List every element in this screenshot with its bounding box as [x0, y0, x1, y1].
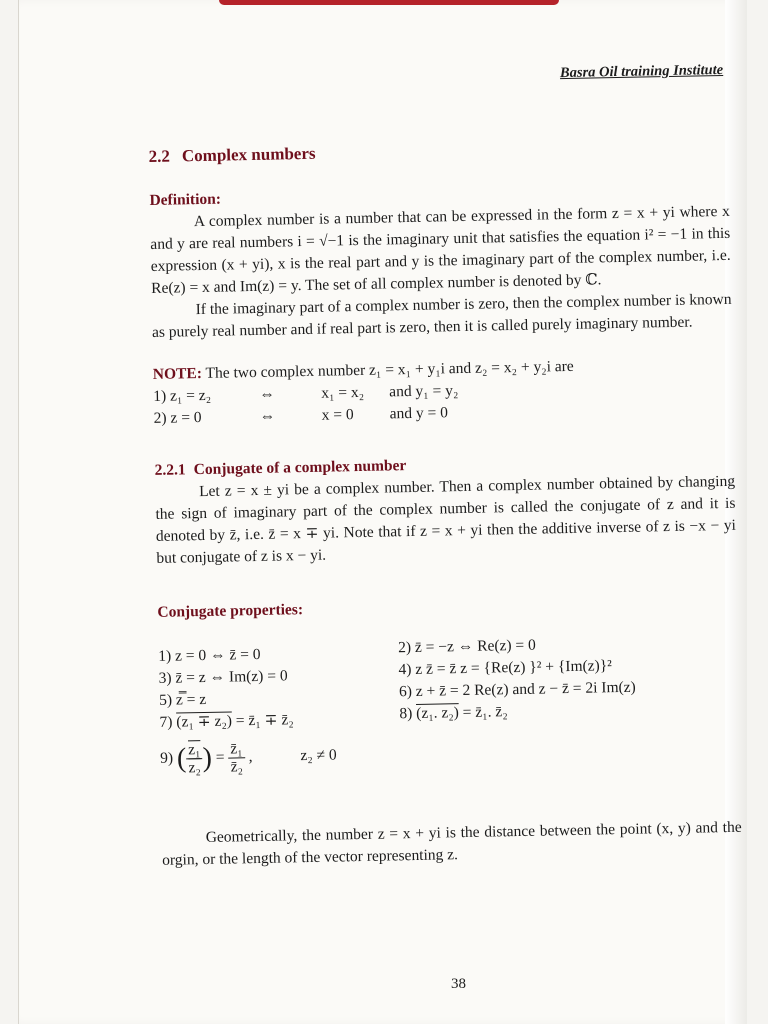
geometric-paragraph: Geometrically, the number z = x + yi is the distance between the point (x, y) and the orgin, or the length of the vector representing z.: [162, 818, 742, 869]
note-row-1-y: and y₁ = y₂: [389, 382, 459, 401]
note-block: [153, 353, 734, 430]
subsection-number: 2.2.1: [154, 461, 186, 479]
property-8-lhs: (z₁. z₂): [416, 704, 459, 722]
property-9-rhs-fraction: [228, 740, 245, 775]
definition-paragraph: A complex number is a number that can be expressed in the form z = x + yi where x and y are real numbers i = √−1 is the imaginary unit that satisfies the equation i² = −1 in this expression (x + yi), x is the real part and y is the imaginary part of the complex number, i.e. Re(z) = x and Im(z) = y. The set of all complex number is denoted by ℂ.: [150, 202, 731, 297]
page-number: 38: [451, 976, 466, 992]
note-label: NOTE:: [152, 365, 203, 383]
property-9-equals: =: [215, 748, 229, 766]
property-9-lhs-numerator: z₁: [186, 741, 203, 759]
property-5: 5) z̿ = z: [158, 690, 207, 709]
note-row-2-y: and y = 0: [389, 404, 449, 423]
note-row-2-lhs: 2) z = 0: [153, 409, 202, 427]
top-color-band: [219, 0, 559, 5]
section-title-text: Complex numbers: [181, 143, 316, 166]
property-6: 6) z + z̄ = 2 Re(z) and z − z̄ = 2i Im(z): [398, 678, 636, 701]
document-page: [18, 0, 747, 1024]
property-3: 3) z̄ = z ⇔ Im(z) = 0: [158, 667, 288, 687]
properties-list: [158, 635, 741, 796]
property-9-open-paren: (: [176, 742, 187, 775]
definition-title: Definition:: [149, 190, 222, 209]
page-content: [147, 59, 742, 872]
note-row-2-x: x = 0: [321, 406, 354, 424]
property-4: 4) z z̄ = z̄ z = {Re(z) }² + {Im(z)}²: [398, 657, 612, 679]
subsection-title-text: Conjugate of a complex number: [193, 457, 407, 479]
property-8: [399, 701, 508, 725]
running-header: Basra Oil training Institute: [559, 61, 724, 82]
property-9-lhs-fraction: [186, 741, 203, 776]
purely-real-paragraph: If the imaginary part of a complex number is zero, then the complex number is known as purely real number and if real part is zero, then it is called purely imaginary number.: [151, 290, 732, 341]
note-row-2-iff: ⇔: [259, 407, 276, 425]
property-1: 1) z = 0 ⇔ z̄ = 0: [158, 645, 261, 665]
property-8-number: 8): [399, 704, 417, 723]
property-9-lhs-denominator: z₂: [188, 759, 201, 777]
conjugate-paragraph: Let z = x ± yi be a complex number. Then a complex number obtained by changing the sign of imaginary part of the complex number is called the conjugate of z and it is denoted by z̄, i.e. z̄ = x ∓ yi. Note that if z = x + yi then the additive inverse of z is −x − yi but conjugate of z is x − yi.: [155, 472, 737, 567]
properties-title: Conjugate properties:: [157, 601, 304, 621]
property-7-number: 7): [159, 713, 177, 731]
section-title: [148, 135, 728, 168]
property-9-rhs-denominator: z̄₂: [230, 758, 244, 776]
property-7-rhs: = z̄₁ ∓ z̄₂: [231, 711, 294, 730]
property-2: 2) z̄ = −z ⇔ Re(z) = 0: [397, 636, 536, 657]
property-7-lhs: (z₁ ∓ z₂): [176, 712, 233, 731]
note-row-1-iff: ⇔: [259, 385, 275, 403]
property-8-rhs: = z̄₁. z̄₂: [458, 703, 508, 722]
property-9-condition: z₂ ≠ 0: [300, 746, 337, 765]
property-9-rhs-numerator: z̄₁: [228, 740, 245, 758]
property-7: [159, 709, 294, 734]
property-9-number: 9): [160, 749, 178, 767]
property-9: [160, 738, 337, 776]
section-number: 2.2: [148, 146, 171, 166]
note-text: The two complex number z₁ = x₁ + y₁i and z₂ = x₂ + y₂i are: [205, 357, 574, 382]
property-9-close-paren: ): [202, 742, 213, 774]
property-9-comma: ,: [248, 748, 253, 766]
note-row-1-x: x₁ = x₂: [321, 383, 365, 402]
note-row-1-lhs: 1) z₁ = z₂: [153, 386, 212, 405]
